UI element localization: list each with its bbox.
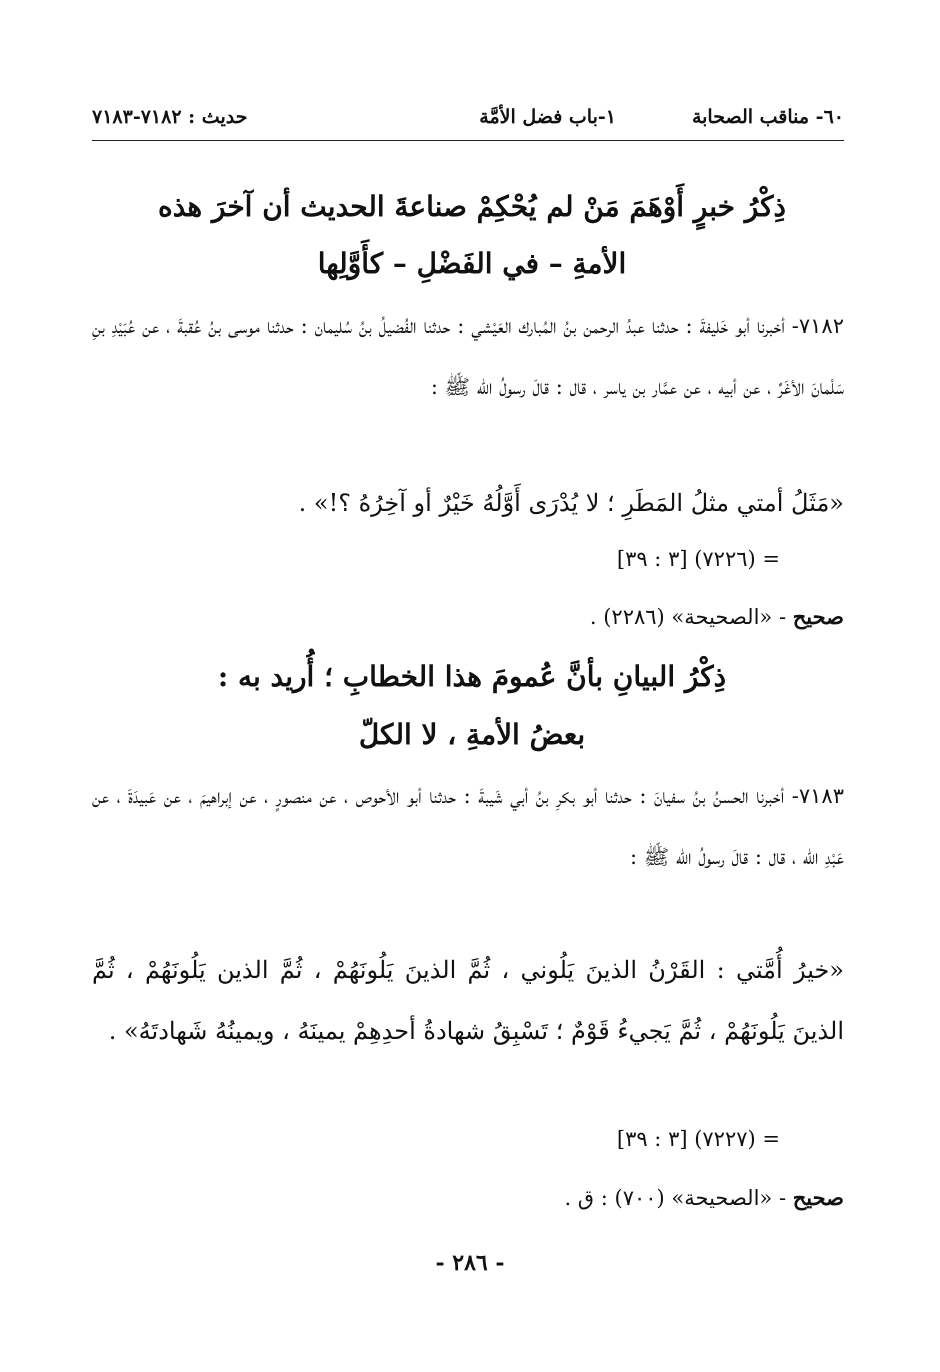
section2-heading-line2: بعضُ الأمةِ ، لا الكلّ	[358, 718, 586, 751]
hadith-7183-matn: «خيرُ أُمَّتي : القَرْنُ الذينَ يَلُوني ، ثُمَّ الذينَ يَلُونَهُمْ ، ثُمَّ الذين يَلُونَهُمْ ، ثُمَّ الذينَ يَلُونَهُمْ ، ثُمَّ يَجيءُ قَوْمٌ ؛ تَسْبِقُ شهادةُ أحدِهِمْ يمينَهُ ، ويمينُهُ شَهادتَهُ» .	[92, 956, 844, 1045]
hadith-7183-reference: = (٧٢٢٧) [٣ : ٣٩]	[616, 1127, 780, 1151]
header-chapter: ٦٠- مناقب الصحابة	[691, 106, 844, 128]
hadith-7182-grade	[590, 604, 844, 629]
hadith-7183-isnad: ٧١٨٣- أخبرنا الحسنُ بنُ سفيانَ : حدثنا أبو بكرِ بنُ أبي شَيبةَ : حدثنا أبو الأحوص ، عن منصورٍ ، عن إبراهيمَ ، عن عَبيدَةَ ، عن عَبْدِ اللّه ، قال : قالَ رسولُ اللّه ﷺ :	[92, 784, 844, 869]
hadith-7183-grade	[564, 1185, 844, 1210]
header-section: ١-باب فضل الأمَّة	[479, 106, 616, 128]
section1-heading-line1: ذِكْرُ خبرٍ أَوْهَمَ مَنْ لم يُحْكِمْ صناعةَ الحديث أن آخرَ هذه	[158, 190, 786, 223]
grade-label: صحيح	[792, 604, 844, 629]
grade-label: صحيح	[792, 1185, 844, 1210]
hadith-7182-matn: «مَثَلُ أمتي مثلُ المَطَرِ ؛ لا يُدْرَى أَوَّلُهُ خَيْرٌ أو آخِرُهُ ؟!» .	[298, 489, 844, 517]
header-hadith-range: حديث : ٧١٨٢-٧١٨٣	[92, 106, 248, 128]
hadith-7182-reference: = (٧٢٢٦) [٣ : ٣٩]	[616, 547, 780, 571]
page-number: - ٢٨٦ -	[435, 1250, 505, 1276]
section1-heading-line2: الأمةِ – في الفَضْلِ – كأَوَّلِها	[317, 247, 627, 280]
grade-source: - «الصحيحة» (٧٠٠) : ق .	[564, 1186, 793, 1210]
grade-source: - «الصحيحة» (٢٢٨٦) .	[589, 605, 793, 629]
running-header	[92, 100, 844, 141]
hadith-7182-isnad: ٧١٨٢- أخبرنا أبو خَليفةَ : حدثنا عبدُ الرحمن بنُ المُبارك العَيْشي : حدثنا الفُضيلُ بنُ سُليمان : حدثنا موسى بنُ عُقبةَ ، عن عُبَيْدِ بنِ سَلْمانَ الأغَرِّ ، عن أبيه ، عن عمَّار بن ياسر ، قال : قالَ رسولُ اللّه ﷺ :	[92, 314, 844, 399]
section2-heading-line1: ذِكْرُ البيانِ بأنَّ عُمومَ هذا الخطابِ ؛ أُريد به :	[217, 660, 727, 693]
